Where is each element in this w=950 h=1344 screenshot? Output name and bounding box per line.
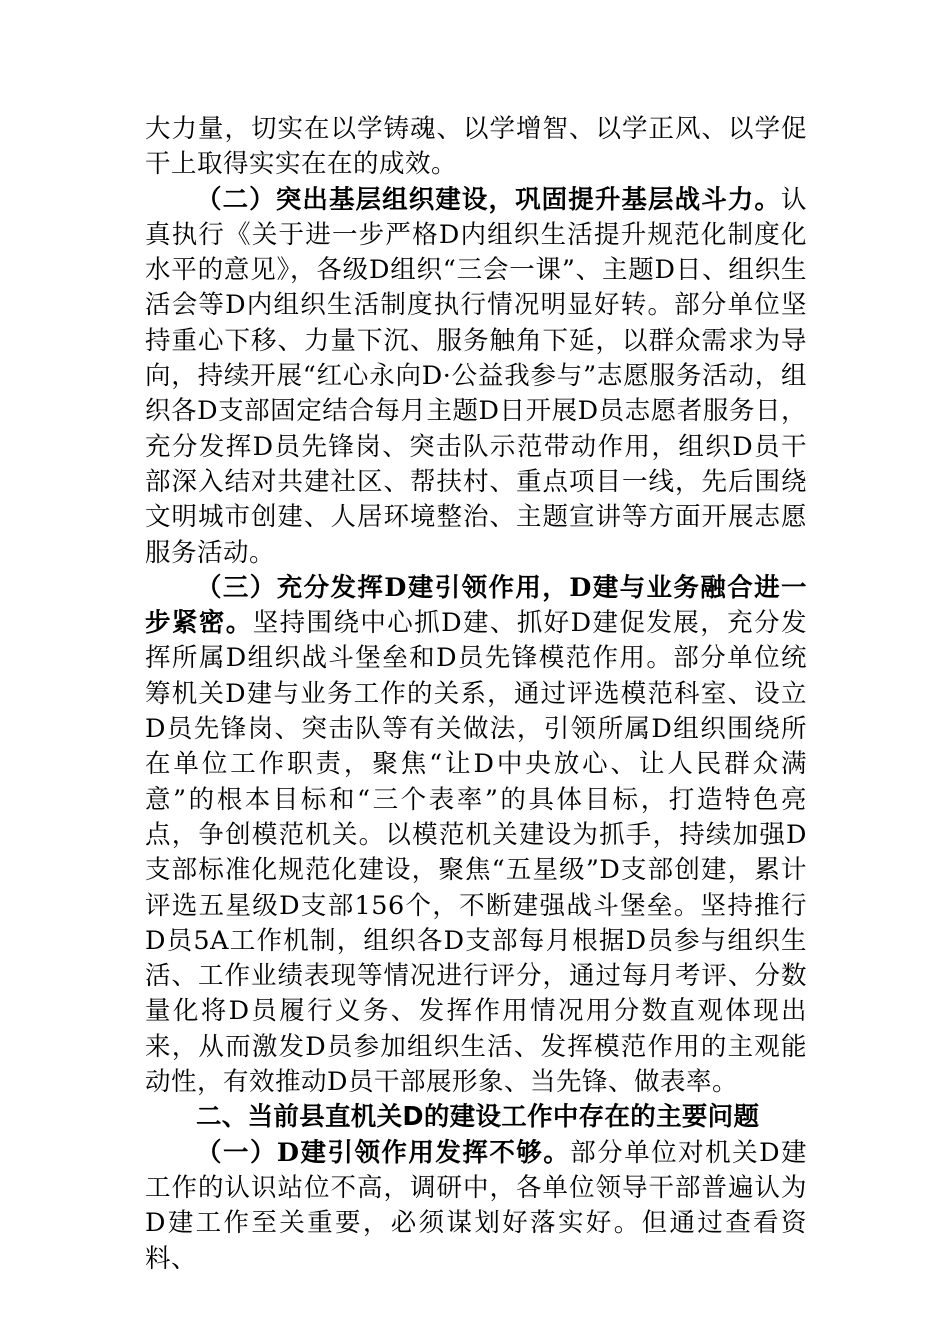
paragraph-continuation xyxy=(145,112,807,183)
section-heading: 二、当前县直机关D的建设工作中存在的主要问题 xyxy=(196,1102,760,1133)
paragraph-lead: （二）突出基层组织建设，巩固提升基层战斗力。 xyxy=(196,184,781,215)
paragraph-text: 坚持围绕中心抓D建、抓好D建促发展，充分发挥所属D组织战斗堡垒和D员先锋模范作用。部分单位统筹机关D建与业务工作的关系，通过评选模范科室、设立D员先锋岗、突击队等有关做法，引领所属D组织围绕所在单位工作职责，聚焦“让D中央放心、让人民群众满意”的根本目标和“三个表率”的具体目标，打造特色亮点，争创模范机关。以模范机关建设为抓手，持续加强D支部标准化规范化建设，聚焦“五星级”D支部创建，累计评选五星级D支部156个，不断建强战斗堡垒。坚持推行D员5A工作机制，组织各D支部每月根据D员参与组织生活、工作业绩表现等情况进行评分，通过每月考评、分数量化将D员履行义务、发挥作用情况用分数直观体现出来，从而激发D员参加组织生活、发挥模范作用的主观能动性，有效推动D员干部展形象、当先锋、做表率。 xyxy=(145,608,807,1098)
paragraph-section-2 xyxy=(145,183,807,571)
paragraph-text: 大力量，切实在以学铸魂、以学增智、以学正风、以学促干上取得实实在在的成效。 xyxy=(145,114,807,180)
paragraph-problem-1 xyxy=(145,1136,807,1277)
paragraph-text: 认真执行《关于进一步严格D内组织生活提升规范化制度化水平的意见》，各级D组织“三会一课”、主题D日、组织生活会等D内组织生活制度执行情况明显好转。部分单位坚持重心下移、力量下沉、服务触角下延，以群众需求为导向，持续开展“红心永向D·公益我参与”志愿服务活动，组织各D支部固定结合每月主题D日开展D员志愿者服务日，充分发挥D员先锋岗、突击队示范带动作用，组织D员干部深入结对共建社区、帮扶村、重点项目一线，先后围绕文明城市创建、人居环境整治、主题宣讲等方面开展志愿服务活动。 xyxy=(145,184,807,568)
document-body xyxy=(145,112,807,1277)
paragraph-lead: （三）充分发挥D建引领作用，D建与业务融合进一步紧密。 xyxy=(145,572,807,639)
paragraph-text: 部分单位对机关D建工作的认识站位不高，调研中，各单位领导干部普遍认为D建工作至关重要，必须谋划好落实好。但通过查看资料、 xyxy=(145,1137,807,1274)
paragraph-section-3 xyxy=(145,571,807,1100)
paragraph-lead: （一）D建引领作用发挥不够。 xyxy=(196,1137,571,1168)
